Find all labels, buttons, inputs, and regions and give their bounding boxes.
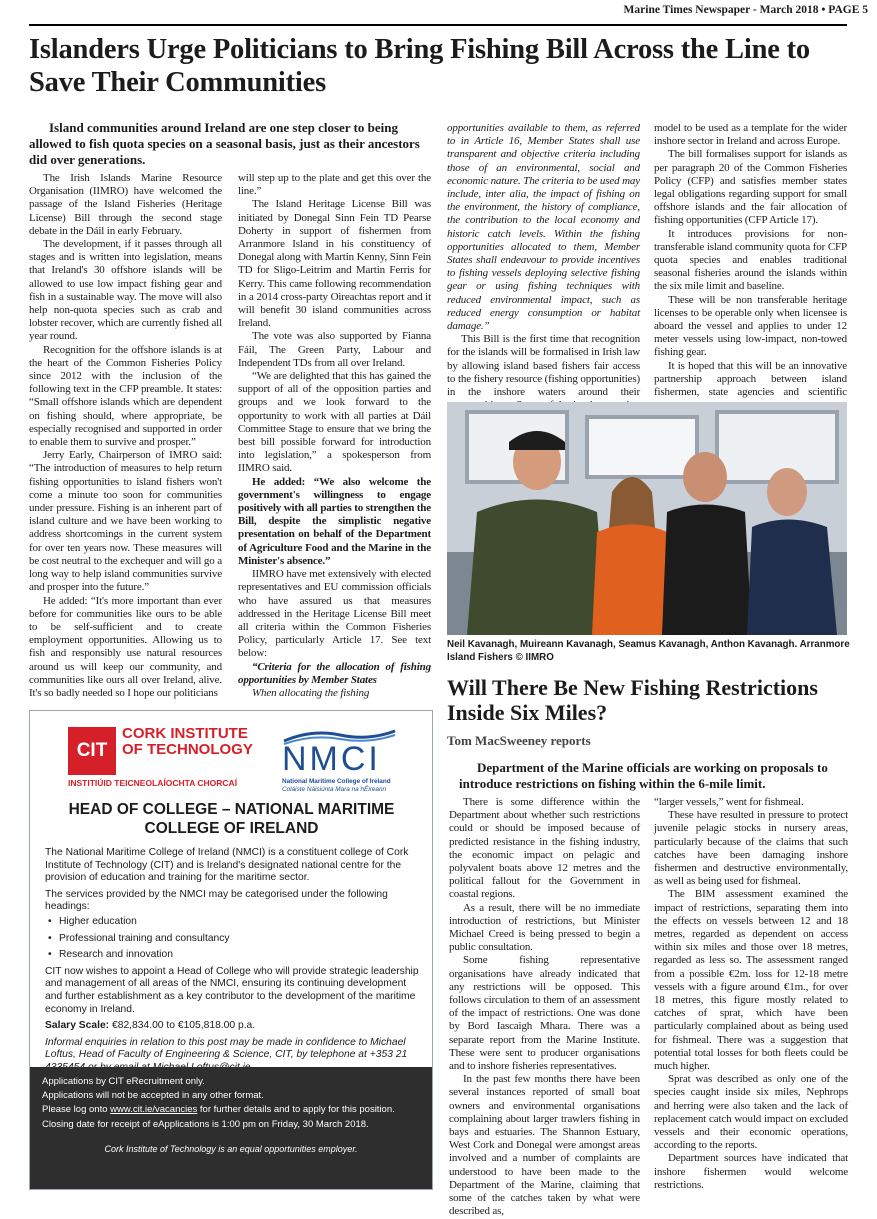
paragraph: These will be non transferable heritage licenses to be operable only when licensee is aboard the vessel and applies to under 12 meter vessels using low-impact, non-towed fishing gear. [654, 293, 847, 359]
paragraph: will step up to the plate and get this over the line.” [238, 172, 431, 198]
paragraph: Recognition for the offshore islands is at the heart of the Common Fisheries Policy since 2012 with the inclusion of the following text in the CFP preamble. It states: “Small offshore islands which are dependent on fishing should, where appropriate, be especially recognised and supported in order to enable them to survive and prosper.” [29, 343, 222, 449]
article2-column-1 [449, 796, 640, 1218]
ad-salary [45, 1020, 420, 1033]
footer-text: Please log onto [42, 1104, 111, 1116]
ad-paragraph: The National Maritime College of Ireland (NMCI) is a constituent college of Cork Institute of Technology (CIT) and is Ireland's designated national centre for the provision of education and training for the maritime sector. [45, 847, 409, 884]
equal-opportunities-note: Cork Institute of Technology is an equal opportunities employer. [104, 1143, 358, 1154]
nmci-logo: NMCI [282, 740, 381, 778]
paragraph: He added: “It's more important than ever before for communities like ours to be able to be self-sufficient and to create employment opportunities. Allowing us to fish and responsibly use natural resources around us will keep our community, and communities like ours all over Ireland, alive. It's so badly needed so I hope our politicians [29, 594, 222, 699]
ad-body [45, 847, 420, 1079]
cit-name: CORK INSTITUTE OF TECHNOLOGY [122, 725, 253, 758]
footer-line: Closing date for receipt of eApplications is 1:00 pm on Friday, 30 March 2018. [42, 1118, 369, 1130]
article1-column-1 [29, 172, 222, 702]
quote-text: opportunities available to them, as referred to in Article 16, Member States shall use transparent and objective criteria including those of an environmental, social and economic nature. The criteria to be used may include, inter alia, the impact of fishing on the environment, the history of compliance, the contribution to the local economy and historic catch levels. Within the fishing opportunities allocated to them, Member States shall endeavour to provide incentives to fishing vessels deploying selective fishing gear or using fishing techniques with reduced environmental impact, such as reduced energy consumption or habitat damage.” [447, 122, 640, 333]
ad-footer [30, 1067, 432, 1189]
paragraph: The BIM assessment examined the impact of restrictions, separating them into the effects on vessels between 12 and 18 metres, regarded as dependent on access within six miles and those over 18 metres, regarded as less so. The assessment ranged from a possible €2m. loss for 12-18 metre vessels with a figure around €1m., for over 18 metres, this figure mostly related to catches of sprat, which have been particularly complained about as being used for fishmeal. There was a suggestion that potential total losses for both fleets could be much higher. [654, 888, 848, 1073]
paragraph: In the past few months there have been several instances reported of small boat owners and environmental organisations complaining about larger trawlers fishing in bays and estuaries. The Shannon Estuary, West Cork and Donegal were amongst areas involved and a number of complaints are understood to have been made to the Department of the Marine, claiming that some of the catches taken by what were described as, [449, 1073, 640, 1218]
paragraph: The vote was also supported by Fianna Fáil, The Green Party, Labour and Independent TDs from all over Ireland. [238, 330, 431, 369]
paragraph: The development, if it passes through all stages and is written into legislation, means that Ireland's 30 offshore islands will be allowed to use low impact fishing gear and fish in a sustainable way. The move will also help non-quota species such as crab and lobster recover, which are currently fished all year round. [29, 238, 222, 343]
paragraph: It introduces provisions for non-transferable island community quota for CFP quota species and enables traditional seasonal fisheries around the islands within the six mile limit and baseline. [654, 227, 847, 293]
cit-logo: CIT [68, 727, 116, 775]
salary-label: Salary Scale: [45, 1020, 110, 1032]
ad-bullet: • Higher education [45, 916, 420, 929]
paragraph: “larger vessels,” went for fishmeal. [654, 796, 804, 808]
photo-illustration [447, 402, 847, 635]
paragraph: This Bill is the first time that recognition for the islands will be formalised in Irish law by allowing island based fishers fair access to the fishery resource (fishing opportunities) in the inshore waters around their [447, 333, 640, 399]
article2-standfirst: Department of the Marine officials are working on proposals to introduce restrictions on fishing within the 6-mile limit. [459, 760, 828, 791]
paragraph: The Irish Islands Marine Resource Organisation (IIMRO) have welcomed the passage of the Island Fisheries (Heritage License) Bill through the second stage debate in the Dáil in early February. [29, 172, 222, 237]
quote-title: “Criteria for the allocation of fishing opportunities by Member States [238, 660, 431, 686]
article1-standfirst: Island communities around Ireland are one step closer to being allowed to fish quota species on a seasonal basis, just as their ancestors did over generations. [29, 120, 420, 167]
main-headline: Islanders Urge Politicians to Bring Fishing Bill Across the Line to Save Their Communities [29, 34, 810, 98]
article2-headline: Will There Be New Fishing Restrictions Inside Six Miles? [447, 675, 818, 725]
article1-column-3 [447, 122, 640, 400]
enquiries-text: Informal enquiries in relation to this post may be made in confidence to Michael Loftus, Head of Faculty of Engineering & Science, CIT, by telephone at +353 21 [45, 1036, 408, 1061]
ad-paragraph: CIT now wishes to appoint a Head of College who will provide strategic leadership and management of all areas of the NMCI, ensuring its continuing development and further establishment as a key contributor to the development of the maritime economy in Ireland. [45, 965, 419, 1015]
ad-bullet: • Professional training and consultancy [45, 933, 420, 946]
paragraph: Department sources have indicated that inshore fishermen would welcome restrictions. [654, 1152, 848, 1191]
article2-column-2 [654, 796, 848, 1194]
ad-bullet: • Research and innovation [45, 949, 420, 962]
quote-start: When allocating the fishing [252, 686, 370, 699]
paragraph-bold: He added: “We also welcome the government's willingness to engage positively with all parties to strengthen the Bill, despite the simplistic negative presentation on behalf of the Department of Agriculture Food and the Marine in the Minister's absence.” [238, 475, 431, 567]
article2-byline: Tom MacSweeney reports [447, 733, 591, 748]
cit-irish-name: INSTITIÚID TEICNEOLAÍOCHTA CHORCAÍ [68, 778, 238, 788]
footer-text: for further details and to apply for this position. [197, 1104, 395, 1116]
paragraph: Some fishing representative organisations have already indicated that any restrictions will be opposed. This follows circulation to them of an assessment of the impact of restrictions. One was done by Bord Iascaigh Mhara. There was a separate report from the Marine Institute. These were sent to producer organisations and to inshore fisheries representatives. [449, 954, 640, 1073]
photo-caption: Neil Kavanagh, Muireann Kavanagh, Seamus Kavanagh, Anthon Kavanagh. Arranmore Island Fishers © IIMRO [447, 639, 850, 663]
paragraph: As a result, there will be no immediate introduction of restrictions, but Minister Michael Creed is being pressed to begin a public consultation. [449, 901, 640, 954]
salary-value: €82,834.00 to €105,818.00 p.a. [112, 1020, 256, 1032]
fishers-photo [447, 402, 847, 635]
paragraph: It is hoped that this will be an innovative partnership approach between island fishermen, state agencies and scientific [654, 359, 847, 399]
paragraph: model to be used as a template for the wider inshore sector in Ireland and across Europe. [654, 122, 847, 148]
footer-line: Applications by CIT eRecruitment only. [42, 1076, 205, 1087]
paragraph: There is some difference within the Department about whether such restrictions could or should be imposed because of predicted resistance in the fishing industry, the economic impact on pelagic and polyvalent boats above 12 metres and the political fallout for the Government in coastal regions. [449, 796, 640, 901]
article1-column-2 [238, 172, 431, 702]
footer-line [42, 1103, 420, 1117]
paragraph: The bill formalises support for islands as per paragraph 20 of the Common Fisheries Policy (CFP) and satisfies member states legal obligations regarding support for small offshore islands and the fair allocation of fishing opportunities (CFP Article 17). [654, 148, 847, 227]
article1-column-4 [654, 122, 847, 400]
paragraph: “We are delighted that this has gained the support of all of the opposition parties and groups and we look forward to the opportunity to work with all parties at Dáil Committee Stage to ensure that we bring the best bill possible forward for introduction into legislation,” a spokesperson from IIMRO said. [238, 370, 431, 475]
ad-paragraph: The services provided by the NMCI may be categorised under the following headings: [45, 888, 388, 913]
page-header: Marine Times Newspaper - March 2018 • PAGE 5 [623, 4, 868, 16]
paragraph: These have resulted in pressure to protect juvenile pelagic stocks in nursery areas, particularly because of the claims that such catches have been damaging inshore fishermen and destructive environmentally, as well as being used for fishmeal. [654, 809, 848, 888]
vacancies-link[interactable]: www.cit.ie/vacancies [110, 1104, 198, 1116]
nmci-name: National Maritime College of Ireland [282, 778, 391, 785]
header-rule [29, 24, 847, 26]
nmci-irish-name: Coláiste Náisiúnta Mara na hÉireann [282, 786, 387, 793]
paragraph: IIMRO have met extensively with elected representatives and EU commission officials who have assured us that measures addressed in the Heritage License Bill meet all criteria within the Common Fisheries Policy, particularly Article 17. See text below: [238, 568, 431, 660]
paragraph: Sprat was described as only one of the species caught inside six miles, Nephrops and herring were also taken and the lack of replacement catch would impact on excluded vessels and their economic operations, according to the reports. [654, 1073, 848, 1152]
paragraph: The Island Heritage License Bill was initiated by Donegal Sinn Fein TD Pearse Doherty in support of fishermen from Arranmore Island in his constituency of Donegal along with Martin Kenny, Sinn Fein TD for Sligo-Leitrim and Martin Ferris for Kerry. This came following recommendation in a 2014 cross-party Oireachtas report and it will benefit 30 island communities across Ireland. [238, 198, 431, 330]
ad-title: HEAD OF COLLEGE – NATIONAL MARITIME COLLEGE OF IRELAND [68, 801, 395, 837]
paragraph: Jerry Early, Chairperson of IMRO said: “The introduction of measures to help return fishing opportunities to island fishers won't come a minute too soon for communities under pressure. Fishing is an inherent part of island culture and we have been working to address shortcomings in the current system for over ten years now. These measures will be cost neutral to the exchequer and will go a long way to help island communities survive and prosper into the future.” [29, 449, 222, 594]
footer-line: Applications will not be accepted in any other format. [42, 1090, 264, 1102]
